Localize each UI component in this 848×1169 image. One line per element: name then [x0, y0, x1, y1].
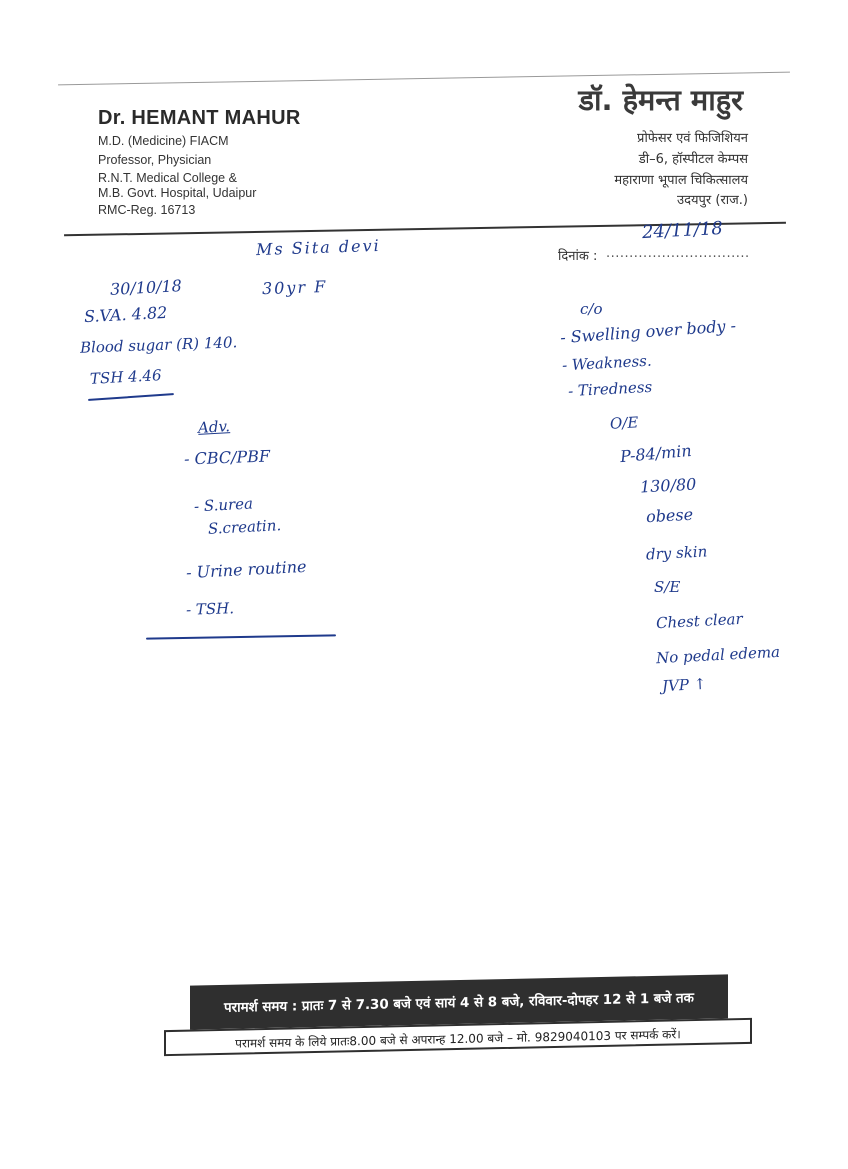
doctor-name-english: Dr. HEMANT MAHUR: [98, 107, 301, 129]
hospital-hindi: महाराणा भूपाल चिकित्सालय: [614, 173, 748, 188]
history-underline: [88, 393, 174, 401]
exam-finding: obese: [645, 504, 694, 527]
date-label: दिनांक :: [558, 249, 598, 264]
systemic-exam-label: S/E: [654, 578, 681, 596]
registration-line: RMC-Reg. 16713: [98, 203, 196, 217]
handwritten-date: 24/11/18: [641, 217, 724, 244]
city-hindi: उदयपुर (राज.): [676, 193, 748, 208]
advice-underline: [146, 634, 336, 639]
history-line: Blood sugar (R) 140.: [79, 333, 238, 357]
patient-name: Ms Sita devi: [255, 235, 381, 260]
exam-finding: No pedal edema: [655, 642, 781, 668]
date-dotted-line: ...............................: [606, 246, 750, 261]
exam-finding: JVP ↑: [661, 674, 707, 696]
blood-pressure-reading: 130/80: [639, 474, 697, 497]
address-hindi: डी–6, हॉस्पीटल केम्पस: [638, 152, 748, 167]
advice-item: - TSH.: [185, 599, 235, 619]
advice-item: - CBC/PBF: [183, 446, 271, 469]
hospital-line: M.B. Govt. Hospital, Udaipur: [98, 186, 257, 200]
patient-age-sex: 30yr F: [261, 276, 328, 299]
complaint-item: - Swelling over body -: [559, 315, 737, 348]
doctor-name-hindi: डॉ. हेमन्त माहुर: [578, 83, 743, 117]
contact-info-text: परामर्श समय के लिये प्रातः8.00 बजे से अपरान्ह 12.00 बजे – मो. 9829040103 पर सम्पर्क करें।: [235, 1027, 681, 1051]
designation-hindi: प्रोफेसर एवं फिजिशियन: [637, 131, 748, 146]
history-line: TSH 4.46: [89, 366, 162, 388]
complaint-item: - Tiredness: [567, 377, 653, 401]
advice-item: - Urine routine: [185, 556, 307, 583]
complaint-item: - Weakness.: [561, 351, 653, 375]
complaints-label: c/o: [580, 300, 603, 318]
college-line: R.N.T. Medical College &: [98, 171, 237, 185]
advice-heading: Adv.: [197, 417, 231, 437]
history-date: 30/10/18: [109, 276, 183, 299]
examination-label: O/E: [609, 413, 639, 433]
advice-item: S.creatin.: [207, 516, 282, 538]
exam-finding: Chest clear: [655, 609, 744, 633]
exam-finding: dry skin: [645, 542, 708, 564]
history-line: S.VA. 4.82: [83, 302, 168, 327]
advice-item: - S.urea: [193, 494, 254, 516]
pulse-reading: P-84/min: [619, 440, 693, 467]
designation-line: Professor, Physician: [98, 153, 212, 167]
qualification-line: M.D. (Medicine) FIACM: [98, 134, 229, 148]
consultation-hours-text: परामर्श समय : प्रातः 7 से 7.30 बजे एवं सायं 4 से 8 बजे, रविवार-दोपहर 12 से 1 बजे तक: [224, 991, 694, 1016]
